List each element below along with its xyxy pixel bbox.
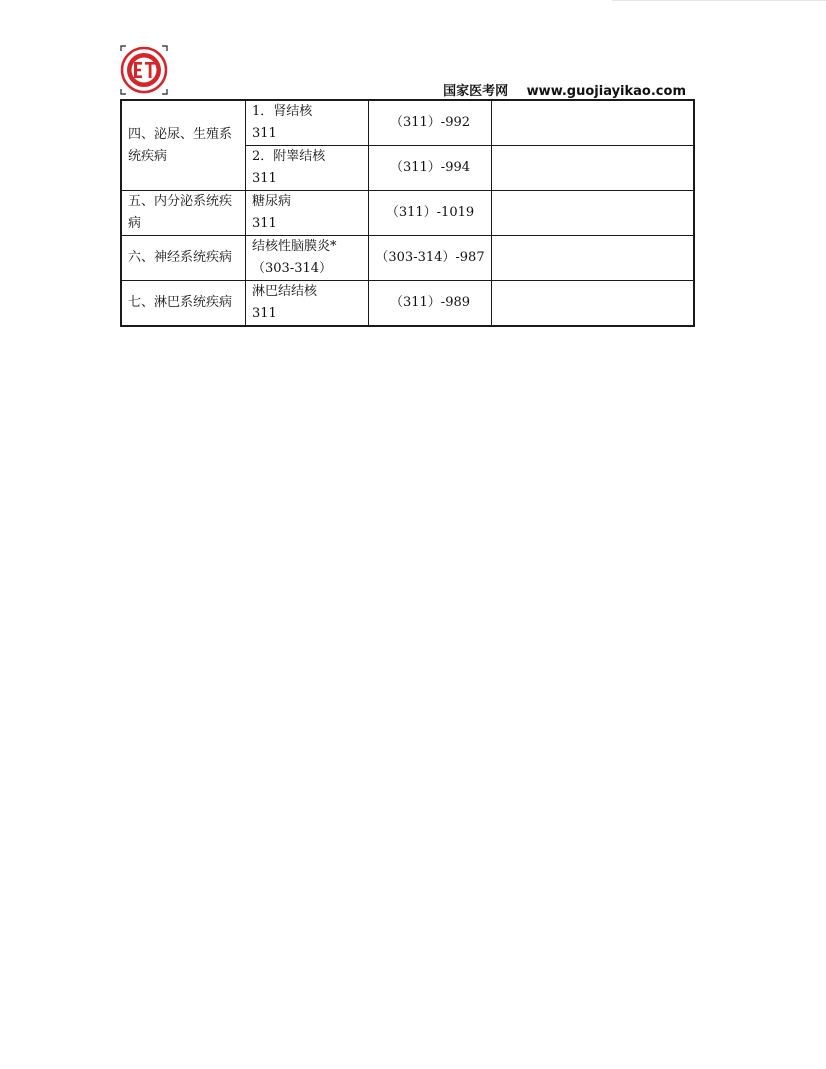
table-row: [121, 100, 694, 146]
disease-cell: [246, 281, 369, 327]
disease-unit: 311: [252, 306, 277, 321]
system-cell: 五、内分泌系统疾病: [121, 191, 246, 236]
disease-unit: （303-314）: [252, 261, 333, 276]
code-cell: （311）-992: [369, 100, 492, 146]
table-row: [121, 191, 694, 236]
disease-name: 淋巴结结核: [252, 284, 318, 299]
code-cell: （311）-989: [369, 281, 492, 327]
site-name: 国家医考网: [443, 84, 509, 99]
system-cell: 六、神经系统疾病: [121, 236, 246, 281]
system-cell: 七、淋巴系统疾病: [121, 281, 246, 327]
note-cell: [492, 146, 695, 191]
note-cell: [492, 236, 695, 281]
disease-unit: 311: [252, 216, 277, 231]
table-row: [121, 281, 694, 327]
system-cell: 四、泌尿、生殖系统疾病: [121, 100, 246, 191]
disease-cell: [246, 146, 369, 191]
code-cell: （303-314）-987: [369, 236, 492, 281]
note-cell: [492, 100, 695, 146]
disease-name: 1．肾结核: [252, 104, 313, 119]
disease-cell: [246, 100, 369, 146]
site-url: www.guojiayikao.com: [526, 84, 686, 99]
site-header: [0, 80, 686, 99]
disease-code-table: [120, 99, 695, 327]
top-edge-line: [612, 0, 826, 1]
disease-name: 糖尿病: [252, 194, 292, 209]
disease-unit: 311: [252, 171, 277, 186]
table-row: [121, 236, 694, 281]
code-cell: （311）-1019: [369, 191, 492, 236]
note-cell: [492, 191, 695, 236]
note-cell: [492, 281, 695, 327]
disease-unit: 311: [252, 126, 277, 141]
disease-cell: [246, 191, 369, 236]
code-cell: （311）-994: [369, 146, 492, 191]
disease-cell: [246, 236, 369, 281]
disease-name: 结核性脑膜炎*: [252, 239, 337, 254]
disease-name: 2．附睾结核: [252, 149, 326, 164]
